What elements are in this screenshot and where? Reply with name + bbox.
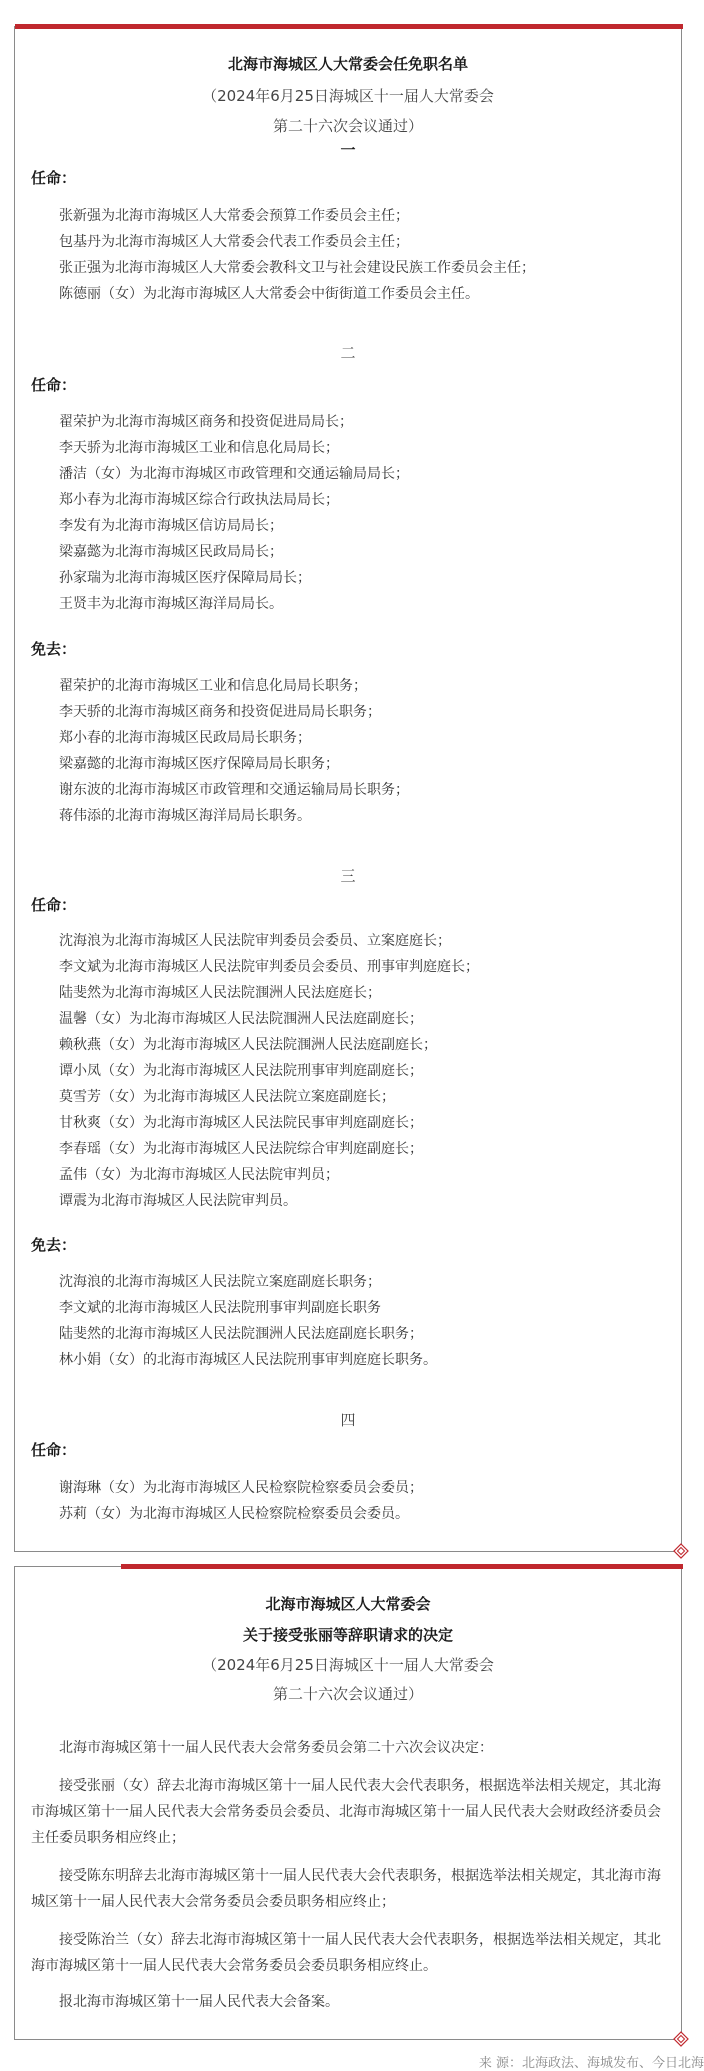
list-item: 孟伟（女）为北海市海城区人民法院审判员； [59, 1167, 339, 1183]
decision-paragraph: 接受陈东明辞去北海市海城区第十一届人民代表大会代表职务，根据选举法相关规定，其北海市海城区第十一届人民代表大会常务委员会委员职务相应终止； [31, 1868, 661, 1910]
red-top-bar [15, 24, 683, 29]
doc1-subtitle-line1: （2024年6月25日海城区十一届人大常委会 [202, 87, 494, 105]
decision-paragraph: 北海市海城区第十一届人民代表大会常务委员会第二十六次会议决定： [59, 1740, 493, 1756]
list-item: 谢东波的北海市海城区市政管理和交通运输局局长职务； [59, 782, 409, 798]
list-item: 甘秋爽（女）为北海市海城区人民法院民事审判庭副庭长； [59, 1115, 423, 1131]
list-item: 沈海浪为北海市海城区人民法院审判委员会委员、立案庭庭长； [59, 933, 451, 949]
list-item: 李文斌为北海市海城区人民法院审判委员会委员、刑事审判庭庭长； [59, 959, 479, 975]
list-item: 潘洁（女）为北海市海城区市政管理和交通运输局局长； [59, 466, 409, 482]
section-label-appoint: 任命： [31, 1441, 77, 1459]
list-item: 蒋伟添的北海市海城区海洋局局长职务。 [59, 808, 311, 824]
list-item: 谭震为北海市海城区人民法院审判员。 [59, 1193, 297, 1209]
list-item: 李文斌的北海市海城区人民法院刑事审判副庭长职务 [59, 1300, 381, 1316]
list-item: 包基丹为北海市海城区人大常委会代表工作委员会主任； [59, 234, 409, 250]
doc2-title-line2: 关于接受张丽等辞职请求的决定 [242, 1626, 453, 1644]
list-item: 苏莉（女）为北海市海城区人民检察院检察委员会委员。 [59, 1506, 409, 1522]
list-item: 郑小春为北海市海城区综合行政执法局局长； [59, 492, 339, 508]
list-item: 陆斐然的北海市海城区人民法院涠洲人民法庭副庭长职务； [59, 1326, 423, 1342]
section-number: 一 [340, 141, 356, 159]
doc2-title-line1: 北海市海城区人大常委会 [265, 1595, 431, 1613]
list-item: 陆斐然为北海市海城区人民法院涠洲人民法庭庭长； [59, 985, 381, 1001]
list-item: 梁嘉懿的北海市海城区医疗保障局局长职务； [59, 756, 339, 772]
section-label-dismiss: 免去： [31, 640, 77, 658]
source-credit: 来 源：北海政法、海城发布、今日北海 [478, 2056, 704, 2071]
list-item: 谢海琳（女）为北海市海城区人民检察院检察委员会委员； [59, 1480, 423, 1496]
list-item: 王贤丰为北海市海城区海洋局局长。 [59, 596, 283, 612]
list-item: 林小娟（女）的北海市海城区人民法院刑事审判庭庭长职务。 [59, 1352, 437, 1368]
list-item: 张正强为北海市海城区人大常委会教科文卫与社会建设民族工作委员会主任； [59, 260, 535, 276]
doc2-subtitle-line1: （2024年6月25日海城区十一届人大常委会 [202, 1656, 494, 1674]
list-item: 赖秋燕（女）为北海市海城区人民法院涠洲人民法庭副庭长； [59, 1037, 437, 1053]
section-number: 二 [340, 344, 356, 362]
section-label-appoint: 任命： [31, 376, 77, 394]
section-label-dismiss: 免去： [31, 1236, 77, 1254]
decision-paragraph: 接受张丽（女）辞去北海市海城区第十一届人民代表大会代表职务，根据选举法相关规定，其北海市海城区第十一届人民代表大会常务委员会委员、北海市海城区第十一届人民代表大会财政经济委员会主任委员职务相应终止； [31, 1778, 661, 1846]
list-item: 李天骄的北海市海城区商务和投资促进局局长职务； [59, 704, 381, 720]
decision-paragraph: 接受陈治兰（女）辞去北海市海城区第十一届人民代表大会代表职务，根据选举法相关规定，其北海市海城区第十一届人民代表大会常务委员会委员职务相应终止。 [31, 1932, 661, 1974]
list-item: 梁嘉懿为北海市海城区民政局局长； [59, 544, 283, 560]
list-item: 温馨（女）为北海市海城区人民法院涠洲人民法庭副庭长； [59, 1011, 423, 1027]
list-item: 陈德丽（女）为北海市海城区人大常委会中街街道工作委员会主任。 [59, 286, 479, 302]
appointment-list-card [14, 26, 682, 1552]
list-item: 李天骄为北海市海城区工业和信息化局局长； [59, 440, 339, 456]
doc1-subtitle-line2: 第二十六次会议通过） [272, 117, 423, 135]
list-item: 莫雪芳（女）为北海市海城区人民法院立案庭副庭长； [59, 1089, 395, 1105]
list-item: 沈海浪的北海市海城区人民法院立案庭副庭长职务； [59, 1274, 381, 1290]
section-number: 三 [340, 867, 356, 885]
list-item: 孙家瑞为北海市海城区医疗保障局局长； [59, 570, 311, 586]
diamond-corner-icon [673, 1543, 689, 1559]
list-item: 翟荣护的北海市海城区工业和信息化局局长职务； [59, 678, 367, 694]
list-item: 李发有为北海市海城区信访局局长； [59, 518, 283, 534]
decision-paragraph: 报北海市海城区第十一届人民代表大会备案。 [59, 1994, 339, 2010]
section-label-appoint: 任命： [31, 896, 77, 914]
section-number: 四 [340, 1411, 356, 1429]
resignation-decision-card [14, 1566, 682, 2040]
list-item: 李春瑶（女）为北海市海城区人民法院综合审判庭副庭长； [59, 1141, 423, 1157]
list-item: 翟荣护为北海市海城区商务和投资促进局局长； [59, 414, 353, 430]
doc1-title: 北海市海城区人大常委会任免职名单 [227, 55, 468, 73]
list-item: 谭小凤（女）为北海市海城区人民法院刑事审判庭副庭长； [59, 1063, 423, 1079]
section-label-appoint: 任命： [31, 169, 77, 187]
diamond-corner-icon [673, 2031, 689, 2047]
list-item: 张新强为北海市海城区人大常委会预算工作委员会主任； [59, 208, 409, 224]
doc2-subtitle-line2: 第二十六次会议通过） [272, 1685, 423, 1703]
list-item: 郑小春的北海市海城区民政局局长职务； [59, 730, 311, 746]
red-top-bar [121, 1564, 683, 1569]
